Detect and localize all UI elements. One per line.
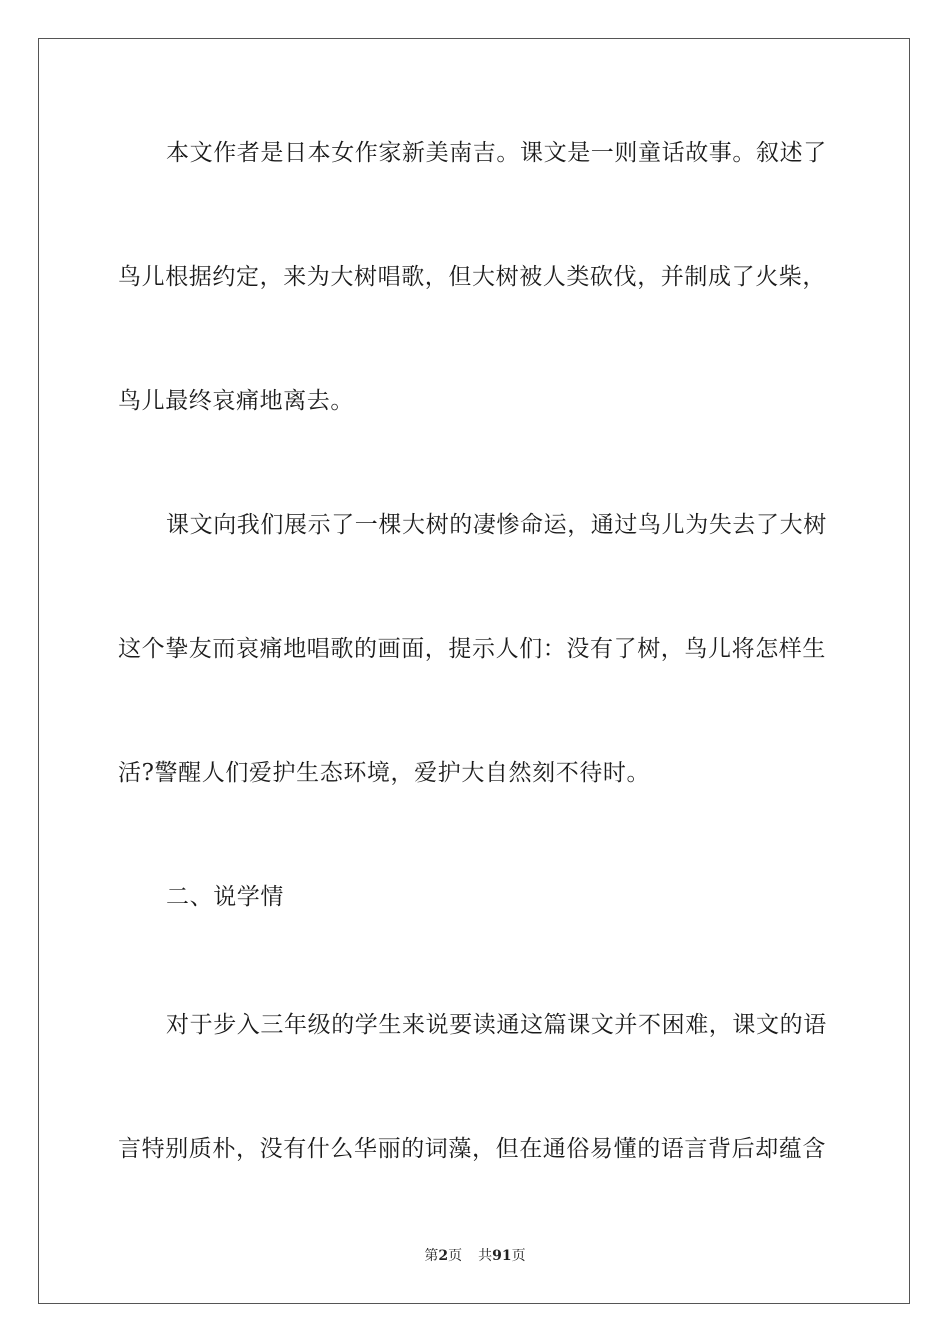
paragraph-2-line-2: 这个挚友而哀痛地唱歌的画面，提示人们：没有了树，鸟儿将怎样生 — [118, 636, 826, 662]
page-number: 2 — [438, 1248, 449, 1264]
paragraph-1-line-3: 鸟儿最终哀痛地离去。 — [118, 388, 354, 414]
paragraph-1-line-2: 鸟儿根据约定，来为大树唱歌，但大树被人类砍伐，并制成了火柴， — [118, 264, 826, 290]
section-heading: 二、说学情 — [166, 884, 284, 910]
paragraph-2-line-3: 活?警醒人们爱护生态环境，爱护大自然刻不待时。 — [118, 760, 651, 786]
total-suffix: 页 — [511, 1248, 526, 1264]
total-prefix: 共 — [478, 1248, 493, 1264]
paragraph-1-line-1: 本文作者是日本女作家新美南吉。课文是一则童话故事。叙述了 — [166, 140, 827, 166]
paragraph-3-line-2: 言特别质朴，没有什么华丽的词藻，但在通俗易懂的语言背后却蕴含 — [118, 1136, 826, 1162]
page-suffix: 页 — [448, 1248, 463, 1264]
page-prefix: 第 — [424, 1248, 439, 1264]
page-border — [38, 38, 910, 1304]
page-footer — [0, 1246, 950, 1266]
total-pages: 91 — [492, 1248, 512, 1264]
paragraph-2-line-1: 课文向我们展示了一棵大树的凄惨命运，通过鸟儿为失去了大树 — [166, 512, 827, 538]
paragraph-3-line-1: 对于步入三年级的学生来说要读通这篇课文并不困难，课文的语 — [166, 1012, 827, 1038]
